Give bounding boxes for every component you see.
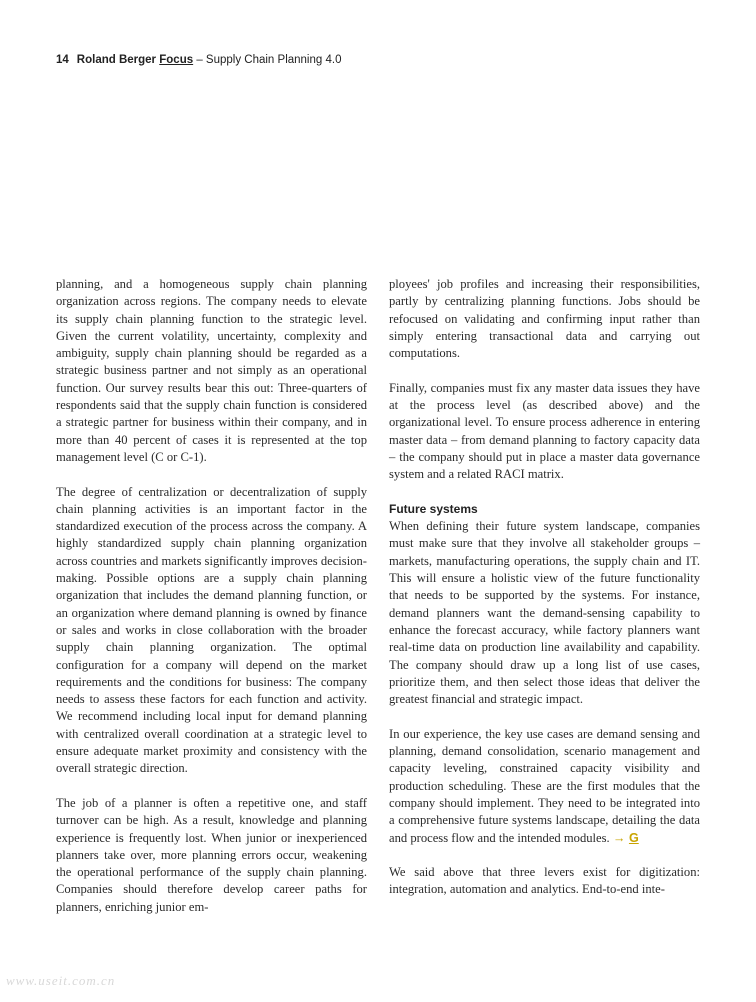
page-number: 14	[56, 54, 69, 66]
header-separator: –	[193, 54, 206, 66]
document-title: Supply Chain Planning 4.0	[205, 54, 342, 66]
paragraph-text: In our experience, the key use cases are demand sensing and planning, demand consolidation, scenario management and capacity leveling, constrained capacity visibility and production scheduling. These are the first modules that the company should implement. They need to be integrated into a comprehensive future systems landscape, detailing the data and process flow and the intended modules.	[389, 726, 700, 845]
paragraph: When defining their future system landscape, companies must make sure that they involve all stakeholder groups – markets, manufacturing operations, the supply chain and IT. This will ensure a holistic view of the future functionality that needs to be supported by the systems. For instance, demand planners want the demand-sensing capability to enhance the forecast accuracy, while factory planners want real-time data on production line availability and capability. The company should draw up a long list of use cases, prioritize them, and then select those ideas that deliver the greatest financial and strategic impact.	[389, 519, 700, 707]
paragraph: The job of a planner is often a repetitive one, and staff turnover can be high. As a result, knowledge and planning experience is frequently lost. When junior or inexperienced planners take over, more planning errors occur, weakening the operational performance of the supply chain planning. Companies should therefore develop career paths for planners, enriching junior em-	[56, 795, 367, 914]
section-heading: Future systems	[389, 501, 478, 516]
brand-name: Roland Berger	[76, 54, 157, 66]
page-header	[56, 54, 341, 66]
paragraph: We said above that three levers exist for digitization: integration, automation and analytics. End-to-end inte-	[389, 865, 700, 897]
paragraph	[389, 726, 700, 847]
left-column	[56, 276, 367, 933]
watermark: www.useit.com.cn	[6, 973, 116, 988]
paragraph: planning, and a homogeneous supply chain planning organization across regions. The company needs to elevate its supply chain planning function to the strategic level. Given the current volatility, uncertainty, complexity and ambiguity, supply chain planning should be regarded as a strategic business partner and not simply as an operational function. Our survey results bear this out: Three-quarters of respondents said that the supply chain function is considered a strategic partner for business within their company, and in more than 40 percent of cases it is represented at the top management level (C or C-1).	[56, 277, 367, 464]
arrow-right-icon: →	[612, 830, 626, 845]
focus-label: Focus	[159, 54, 194, 66]
figure-reference-link[interactable]	[613, 831, 639, 845]
paragraph: The degree of centralization or decentralization of supply chain planning activities is an important factor in the standardized execution of the process across the company. A highly standardized supply chain planning organization across countries and markets significantly improves decision-making. Possible options are a supply chain planning organization that includes the demand planning function, or an organization where demand planning is owned by finance or sales and works in close collaboration with the broader supply chain planning organization. The optimal configuration for a company will depend on the market requirements and the conditions for business: The company needs to assess these factors for each function and activity. We recommend including local input for demand planning with centralized overall coordination at a strategic level to ensure adequate market proximity and consistency with the overall strategic direction.	[56, 484, 367, 776]
figure-reference-label: G	[628, 830, 639, 845]
paragraph: ployees' job profiles and increasing their responsibilities, partly by centralizing planning functions. Jobs should be refocused on validating and confirming input rather than simply entering transactional data and carrying out computations.	[389, 277, 700, 361]
paragraph: Finally, companies must fix any master data issues they have at the process level (as described above) and the organizational level. To ensure process adherence in entering master data – from demand planning to factory capacity data – the company should put in place a master data governance system and a related RACI matrix.	[389, 380, 700, 482]
right-column	[389, 276, 700, 916]
